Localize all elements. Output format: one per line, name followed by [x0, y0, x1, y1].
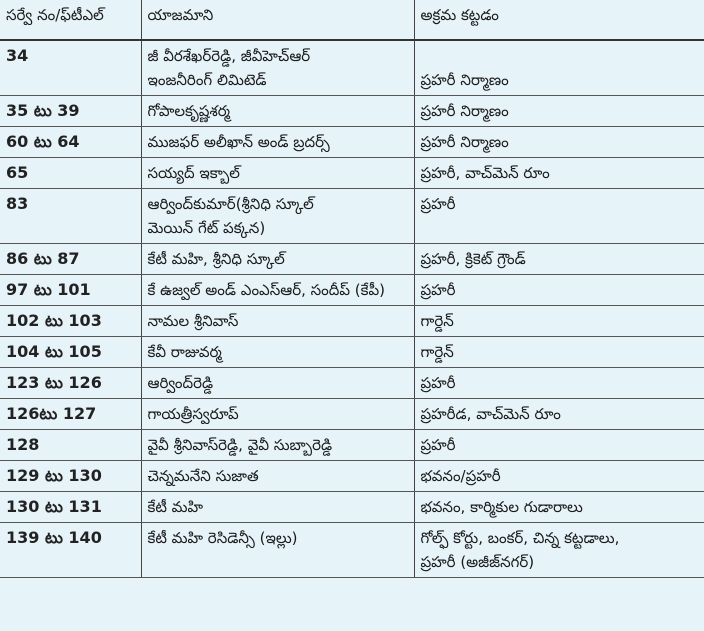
survey-number-cell: 86 టు 87 — [0, 244, 141, 275]
table-row — [0, 306, 704, 337]
owner-cell — [141, 244, 414, 275]
structure-cell — [414, 430, 704, 461]
owner-cell — [141, 158, 414, 189]
structure-cell — [414, 337, 704, 368]
owner-line: సయ్యద్ ఇక్బాల్ — [147, 164, 240, 182]
survey-number-cell: 130 టు 131 — [0, 492, 141, 523]
table-row — [0, 96, 704, 127]
survey-number-cell: 60 టు 64 — [0, 127, 141, 158]
structure-line: భవనం/ప్రహరీ — [420, 467, 501, 485]
survey-number-cell: 102 టు 103 — [0, 306, 141, 337]
structure-line — [421, 44, 698, 68]
structure-line: ప్రహరీ నిర్మాణం — [420, 71, 509, 89]
structure-line: ప్రహరీ నిర్మాణం — [420, 102, 509, 120]
owner-cell — [141, 275, 414, 306]
owner-line: ముజఫర్ అలీఖాన్ అండ్ బ్రదర్స్ — [147, 133, 330, 151]
structure-line: ప్రహరీ — [420, 436, 456, 454]
survey-number-cell: 65 — [0, 158, 141, 189]
table-row — [0, 127, 704, 158]
owner-line: కేటీ మహి — [147, 498, 204, 516]
owner-cell — [141, 399, 414, 430]
table-row — [0, 461, 704, 492]
structure-line: ప్రహరీ, క్రికెట్ గ్రౌండ్ — [420, 250, 526, 268]
owner-line: కేవీ రాజువర్మ — [147, 343, 222, 361]
owner-line: ఆర్వింద్‌కుమార్(శ్రీనిధి స్కూల్ — [147, 195, 314, 213]
owner-line: నామల శ్రీనివాస్ — [147, 312, 239, 330]
structure-line: ప్రహరీ నిర్మాణం — [420, 133, 509, 151]
owner-cell — [141, 523, 414, 578]
owner-line: గాయత్రీస్వరూప్ — [147, 405, 239, 423]
table-row — [0, 40, 704, 96]
owner-line: మెయిన్ గేట్ పక్కన) — [147, 219, 266, 237]
header-structure: అక్రమ కట్టడం — [414, 0, 704, 40]
table-row — [0, 275, 704, 306]
table-header-row — [0, 0, 704, 40]
structure-cell — [414, 127, 704, 158]
owner-line: ఆర్వింద్‌రెడ్డి — [147, 374, 214, 392]
structure-line: గార్డెన్ — [420, 312, 454, 330]
owner-cell — [141, 492, 414, 523]
structure-cell — [414, 96, 704, 127]
table-row — [0, 523, 704, 578]
owner-line: కేటీ మహి రెసిడెన్సీ (ఇల్లు) — [147, 529, 298, 547]
structure-cell — [414, 275, 704, 306]
structure-line: ప్రహరీ, వాచ్‌మెన్ రూం — [420, 164, 550, 182]
owner-line: కే ఉజ్వల్ అండ్ ఎంఎస్ఆర్, సందీప్ (కేపీ) — [147, 281, 386, 299]
structure-cell — [414, 306, 704, 337]
owner-cell — [141, 368, 414, 399]
table-row — [0, 337, 704, 368]
owner-cell — [141, 461, 414, 492]
structure-cell — [414, 244, 704, 275]
structure-line: ప్రహరీ (అజీజ్‌నగర్) — [420, 553, 535, 571]
owner-cell — [141, 189, 414, 244]
structure-cell — [414, 40, 704, 96]
header-survey: సర్వే నం/ఫ్‌టీఎల్ — [0, 0, 141, 40]
survey-number-cell: 83 — [0, 189, 141, 244]
survey-number-cell: 97 టు 101 — [0, 275, 141, 306]
survey-number-cell: 104 టు 105 — [0, 337, 141, 368]
structure-line: భవనం, కార్మికుల గుడారాలు — [420, 498, 583, 516]
structure-line: ప్రహరీ — [420, 195, 456, 213]
survey-number-cell: 123 టు 126 — [0, 368, 141, 399]
survey-number-cell: 128 — [0, 430, 141, 461]
structure-line: గార్డెన్ — [420, 343, 454, 361]
owner-cell — [141, 430, 414, 461]
table-row — [0, 189, 704, 244]
header-owner: యాజమాని — [141, 0, 414, 40]
structure-cell — [414, 368, 704, 399]
owner-line: జీ వీరశేఖర్‌రెడ్డి, జీవీహెచ్ఆర్ — [147, 47, 311, 65]
owner-line: వైవీ శ్రీనివాస్‌రెడ్డి, వైవీ సుబ్బారెడ్డి — [147, 436, 333, 454]
structure-line: గోల్ఫ్ కోర్టు, బంకర్, చిన్న కట్టడాలు, — [420, 529, 620, 547]
owner-line: కేటీ మహి, శ్రీనిధి స్కూల్ — [147, 250, 285, 268]
structure-line: ప్రహరీ — [420, 374, 456, 392]
structure-cell — [414, 492, 704, 523]
owner-cell — [141, 127, 414, 158]
survey-number-cell: 139 టు 140 — [0, 523, 141, 578]
table-row — [0, 430, 704, 461]
owner-line: గోపాలకృష్ణశర్మ — [147, 102, 230, 120]
table-row — [0, 368, 704, 399]
structure-cell — [414, 158, 704, 189]
survey-number-cell: 35 టు 39 — [0, 96, 141, 127]
owner-cell — [141, 337, 414, 368]
structure-cell — [414, 399, 704, 430]
owner-cell — [141, 306, 414, 337]
survey-number-cell: 129 టు 130 — [0, 461, 141, 492]
owner-cell — [141, 40, 414, 96]
owner-cell — [141, 96, 414, 127]
survey-number-cell: 126టు 127 — [0, 399, 141, 430]
table-row — [0, 399, 704, 430]
structure-cell — [414, 461, 704, 492]
owner-line: చెన్నమనేని సుజాత — [147, 467, 259, 485]
table-row — [0, 158, 704, 189]
survey-number-cell: 34 — [0, 40, 141, 96]
structure-cell — [414, 523, 704, 578]
table-row — [0, 244, 704, 275]
structure-line: ప్రహరీడ, వాచ్‌మెన్ రూం — [420, 405, 561, 423]
structure-cell — [414, 189, 704, 244]
owner-line: ఇంజనీరింగ్ లిమిటెడ్ — [147, 71, 267, 89]
structure-line: ప్రహరీ — [420, 281, 456, 299]
table-row — [0, 492, 704, 523]
